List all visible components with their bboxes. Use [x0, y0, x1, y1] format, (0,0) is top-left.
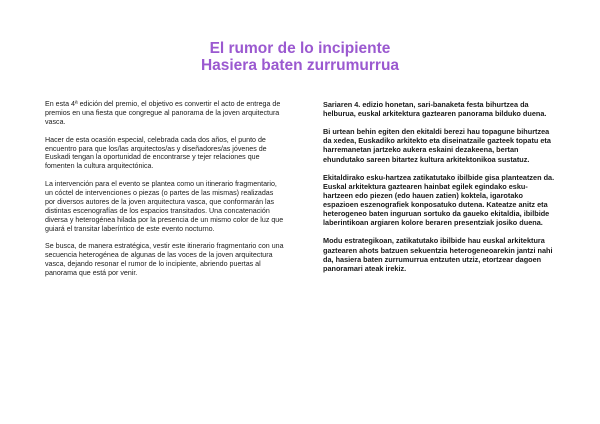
title-block [0, 40, 600, 74]
title-spanish: El rumor de lo incipiente [209, 40, 391, 57]
basque-paragraph: Sariaren 4. edizio honetan, sari-banaketa festa bihurtzea da helburua, euskal arkitektura gaztearen panorama bilduko duena. [323, 100, 547, 119]
title-basque: Hasiera baten zurrumurrua [200, 57, 400, 74]
basque-column [323, 100, 555, 282]
spanish-paragraph: Hacer de esta ocasión especial, celebrada cada dos años, el punto de encuentro para que los/las arquitectos/as y diseñadores/as jóvenes de Euskadi tengan la oportunidad de encontrarse y tejer relaciones que fomenten la cultura arquitectónica. [45, 135, 267, 171]
spanish-column [45, 100, 285, 287]
basque-paragraph: Modu estrategikoan, zatikatutako ibilbide hau euskal arkitektura gaztearen ahots batzuen sekuentzia heterogeneoarekin jantzi nahi da, hasiera baten zurrumurrua entzuten utziz, etortzear dagoen panoramari ateak irekiz. [323, 236, 553, 273]
spanish-paragraph: En esta 4ª edición del premio, el objetivo es convertir el acto de entrega de premios en una fiesta que congregue al panorama de la joven arquitectura vasca. [45, 100, 281, 126]
basque-paragraph: Ekitaldirako esku-hartzea zatikatutako ibilbide gisa planteatzen da. Euskal arkitektura gaztearen hainbat egilek egindako esku-hartzeen edo piezen (edo hauen zatien) koktela, igarotako espazioen eszenografiek konposatuko dutena. Kateatze anitz eta heterogeneo baten inguruan sortuko da gaueko ekitaldia, ibilbide laberintikoan argiaren kolore beraren presentziak josiko duena. [323, 172, 555, 228]
spanish-paragraph: Se busca, de manera estratégica, vestir este itinerario fragmentario con una secuencia heterogénea de algunas de las voces de la joven arquitectura vasca, dejando resonar el rumor de lo incipiente, abriendo puertas al panorama que está por venir. [45, 242, 284, 278]
spanish-paragraph: La intervención para el evento se plantea como un itinerario fragmentario, un cóctel de intervenciones o piezas (o partes de las mismas) realizadas por diversos autores de la joven arquitectura vasca, que conformarán las distintas escenografías de los espacios transitados. Una concatenación diversa y heterogénea hilada por la presencia de un mismo color de luz que guiará el transitar laberíntico de este evento nocturno. [45, 180, 284, 233]
basque-paragraph: Bi urtean behin egiten den ekitaldi berezi hau topagune bihurtzea da xedea, Euskadiko arkitekto eta diseinatzaile gazteek topatu eta harremanetan jartzeko aukera eskaini dezakeena, bertan ehundutako sareen bitartez kultura arkitektonikoa sustatuz. [323, 127, 551, 164]
